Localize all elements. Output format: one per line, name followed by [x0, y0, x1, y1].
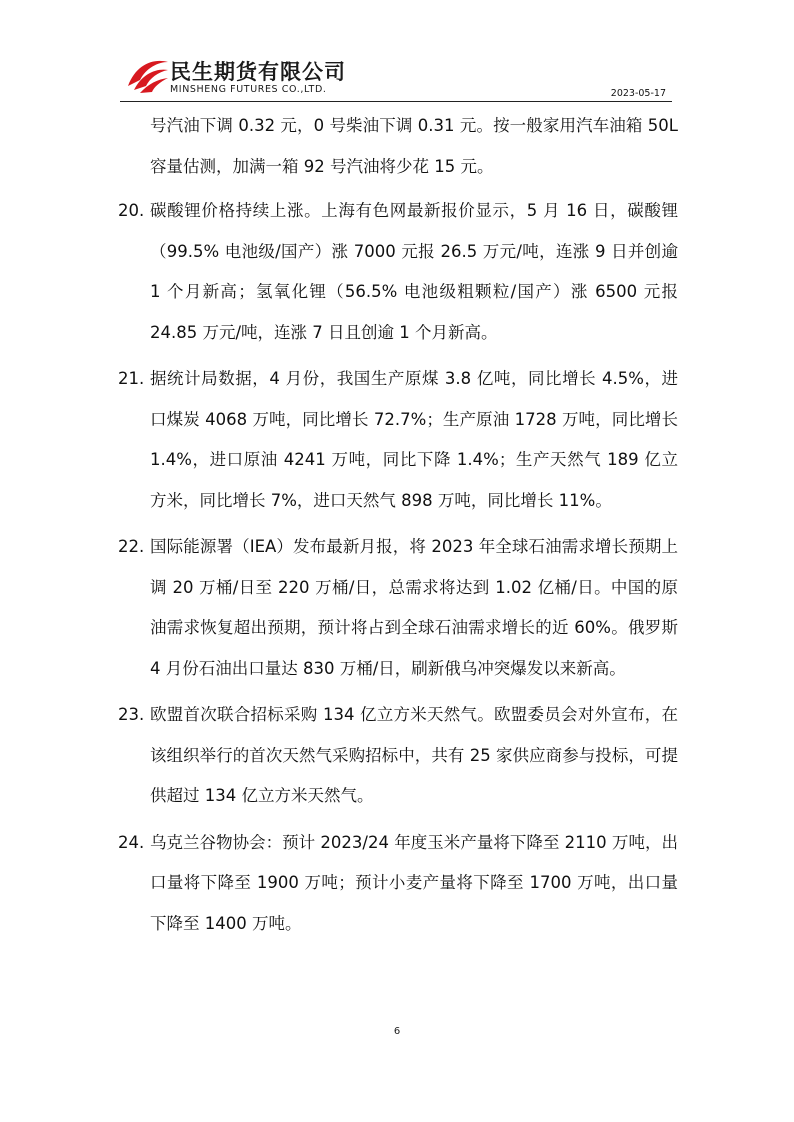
news-item-text: 碳酸锂价格持续上涨。上海有色网最新报价显示，5 月 16 日，碳酸锂（99.5% 电池级/国产）涨 7000 元报 26.5 万元/吨，连涨 9 日并创逾 1 个月新高；氢氧化锂（56.5% 电池级粗颗粒/国产）涨 6500 元报 24.85 万元/吨，连涨 7 日且创逾 1 个月新高。	[150, 201, 678, 342]
news-item-text: 据统计局数据，4 月份，我国生产原煤 3.8 亿吨，同比增长 4.5%，进口煤炭 4068 万吨，同比增长 72.7%；生产原油 1728 万吨，同比增长 1.4%，进口原油 4241 万吨，同比下降 1.4%；生产天然气 189 亿立方米，同比增长 7%，进口天然气 898 万吨，同比增长 11%。	[150, 369, 678, 510]
news-item-text: 欧盟首次联合招标采购 134 亿立方米天然气。欧盟委员会对外宣布，在该组织举行的首次天然气采购招标中，共有 25 家供应商参与投标，可提供超过 134 亿立方米天然气。	[150, 705, 678, 805]
news-item	[118, 695, 678, 817]
news-item-number: 22.	[118, 537, 145, 556]
news-item-text: 乌克兰谷物协会：预计 2023/24 年度玉米产量将下降至 2110 万吨，出口量将下降至 1900 万吨；预计小麦产量将下降至 1700 万吨，出口量下降至 1400 万吨。	[150, 832, 678, 933]
company-name-cn: 民生期货有限公司	[170, 60, 346, 84]
news-item-number: 24.	[118, 832, 145, 852]
company-name-en: MINSHENG FUTURES CO.,LTD.	[170, 84, 327, 95]
news-item	[118, 823, 678, 945]
news-item-number: 23.	[118, 705, 145, 724]
page-number: 6	[393, 1026, 401, 1037]
news-item-number: 21.	[118, 369, 145, 388]
news-item-text: 国际能源署（IEA）发布最新月报，将 2023 年全球石油需求增长预期上调 20 万桶/日至 220 万桶/日，总需求将达到 1.02 亿桶/日。中国的原油需求恢复超出预期，预计将占到全球石油需求增长的近 60%。俄罗斯 4 月份石油出口量达 830 万桶/日，刷新俄乌冲突爆发以来新高。	[150, 537, 678, 678]
news-list	[118, 106, 678, 944]
news-item	[118, 527, 678, 689]
page-header	[120, 56, 672, 102]
continued-paragraph: 号汽油下调 0.32 元，0 号柴油下调 0.31 元。按一般家用汽车油箱 50L 容量估测，加满一箱 92 号汽油将少花 15 元。	[150, 116, 678, 176]
news-item	[118, 359, 678, 521]
news-item-number: 20.	[118, 201, 145, 220]
news-item	[118, 191, 678, 353]
header-divider	[120, 101, 672, 102]
company-logo-icon	[124, 56, 170, 96]
report-date: 2023-05-17	[610, 88, 666, 99]
